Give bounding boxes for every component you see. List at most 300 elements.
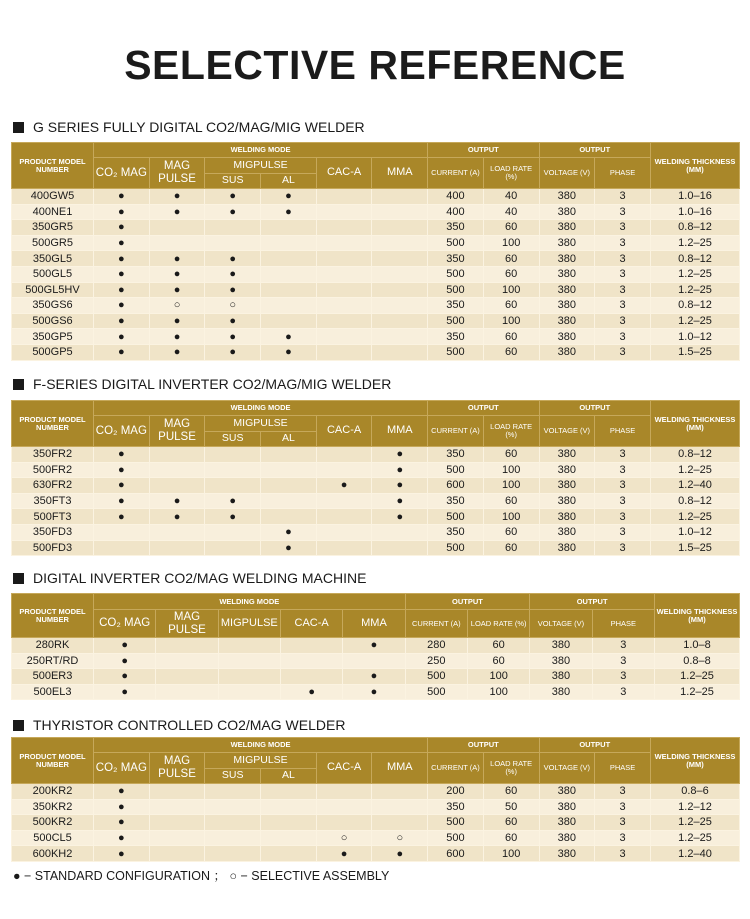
standard-dot-icon: ● [343,638,405,654]
current-cell: 500 [428,540,484,556]
current-cell: 500 [428,282,484,298]
mode-cell [149,540,205,556]
standard-dot-icon: ● [94,830,150,846]
load-rate-header: LOAD RATE (%) [483,416,539,447]
table-row [12,846,740,862]
model-cell: 350GR5 [12,220,94,236]
standard-dot-icon: ● [94,478,150,494]
standard-dot-icon: ● [261,204,317,220]
standard-dot-icon: ● [205,329,261,345]
phase-cell: 3 [592,684,654,700]
voltage-header: VOLTAGE (V) [539,158,595,189]
load-rate-cell: 60 [483,298,539,314]
section-heading-text: THYRISTOR CONTROLLED CO2/MAG WELDER [33,717,346,733]
phase-cell: 3 [595,313,651,329]
cac-a-header: CAC-A [316,416,372,447]
voltage-cell: 380 [539,478,595,494]
voltage-cell: 380 [539,189,595,205]
product-model-header: PRODUCT MODEL NUMBER [12,594,94,638]
standard-dot-icon: ● [205,266,261,282]
standard-dot-icon: ● [94,282,150,298]
thickness-cell: 1.2–40 [651,478,740,494]
header-row [12,738,740,753]
table-row [12,189,740,205]
mag-pulse-header: MAG PULSE [149,158,205,189]
standard-dot-icon: ● [94,462,150,478]
standard-dot-icon: ● [372,846,428,862]
voltage-cell: 380 [539,815,595,831]
standard-dot-icon: ● [94,298,150,314]
thickness-cell: 0.8–12 [651,298,740,314]
page-title: SELECTIVE REFERENCE [124,42,626,88]
table-row [12,344,740,360]
table-row [12,329,740,345]
thickness-cell: 0.8–12 [651,220,740,236]
mode-cell [372,524,428,540]
voltage-cell: 380 [539,235,595,251]
mode-cell [316,189,372,205]
standard-dot-icon: ● [94,638,156,654]
load-rate-cell: 60 [483,344,539,360]
mode-cell [94,524,150,540]
model-cell: 500CL5 [12,830,94,846]
mode-cell [261,784,317,800]
mode-cell [149,830,205,846]
standard-dot-icon: ● [372,447,428,463]
standard-dot-icon: ● [94,653,156,669]
sus-header: SUS [205,174,261,189]
current-cell: 350 [428,799,484,815]
mode-cell [372,799,428,815]
voltage-cell: 380 [530,638,592,654]
standard-dot-icon: ● [343,669,405,685]
mode-cell [261,478,317,494]
mma-header: MMA [343,610,405,638]
voltage-cell: 380 [539,493,595,509]
table-row [12,220,740,236]
mode-cell [261,282,317,298]
mode-cell [205,447,261,463]
output-header: OUTPUT [539,738,651,753]
standard-dot-icon: ● [94,493,150,509]
standard-dot-icon: ● [94,784,150,800]
current-cell: 500 [405,684,467,700]
mode-cell [372,220,428,236]
load-rate-cell: 60 [483,830,539,846]
thickness-cell: 1.2–12 [651,799,740,815]
load-rate-cell: 100 [483,509,539,525]
mode-cell [218,684,280,700]
standard-dot-icon: ● [94,266,150,282]
mode-cell [316,815,372,831]
standard-dot-icon: ● [149,189,205,205]
section-heading [13,717,345,733]
model-cell: 400GW5 [12,189,94,205]
thickness-cell: 1.2–25 [655,684,740,700]
thickness-cell: 1.2–25 [651,313,740,329]
standard-dot-icon: ● [343,684,405,700]
voltage-cell: 380 [539,509,595,525]
header-row [12,401,740,416]
mode-cell [205,462,261,478]
phase-cell: 3 [595,298,651,314]
load-rate-cell: 60 [483,784,539,800]
phase-cell: 3 [595,784,651,800]
phase-cell: 3 [595,344,651,360]
voltage-cell: 380 [539,524,595,540]
phase-cell: 3 [595,830,651,846]
mode-cell [156,638,218,654]
welding-thickness-header: WELDING THICKNESS (MM) [651,738,740,784]
current-cell: 500 [428,830,484,846]
voltage-header: VOLTAGE (V) [539,753,595,784]
selective-circle-icon: ○ [372,830,428,846]
load-rate-cell: 100 [467,669,529,685]
model-cell: 500FD3 [12,540,94,556]
voltage-cell: 380 [539,282,595,298]
phase-cell: 3 [595,493,651,509]
standard-dot-icon: ● [316,846,372,862]
mode-cell [316,220,372,236]
voltage-cell: 380 [539,830,595,846]
mode-cell [372,282,428,298]
thickness-cell: 0.8–12 [651,493,740,509]
phase-cell: 3 [595,204,651,220]
table-row [12,638,740,654]
table-row [12,509,740,525]
standard-dot-icon: ● [94,251,150,267]
mode-cell [261,235,317,251]
thickness-cell: 1.0–16 [651,189,740,205]
spec-table [11,737,740,862]
mode-cell [205,830,261,846]
phase-header: PHASE [595,753,651,784]
table-row [12,447,740,463]
model-cell: 400NE1 [12,204,94,220]
table-row [12,478,740,494]
standard-dot-icon: ● [149,493,205,509]
mode-cell [372,266,428,282]
current-cell: 500 [428,266,484,282]
mode-cell [205,540,261,556]
current-cell: 350 [428,447,484,463]
model-cell: 350FR2 [12,447,94,463]
section-heading-text: F-SERIES DIGITAL INVERTER CO2/MAG/MIG WELDER [33,376,392,392]
mag-pulse-header: MAG PULSE [149,416,205,447]
mma-header: MMA [372,753,428,784]
al-header: AL [261,769,317,784]
standard-dot-icon: ● [94,344,150,360]
mode-cell [149,784,205,800]
mode-cell [316,493,372,509]
current-cell: 500 [428,509,484,525]
mma-header: MMA [372,158,428,189]
mode-cell [280,669,342,685]
phase-cell: 3 [595,220,651,236]
mode-cell [316,204,372,220]
legend: ● − STANDARD CONFIGURATION ； ○ − SELECTIVE ASSEMBLY [13,869,390,883]
thickness-cell: 1.2–25 [655,669,740,685]
model-cell: 600KH2 [12,846,94,862]
standard-dot-icon: ● [205,251,261,267]
mode-cell [261,799,317,815]
mode-cell [261,509,317,525]
load-rate-cell: 100 [483,846,539,862]
phase-cell: 3 [595,540,651,556]
model-cell: 500FR2 [12,462,94,478]
standard-dot-icon: ● [205,344,261,360]
model-cell: 500GR5 [12,235,94,251]
sus-header: SUS [205,432,261,447]
cac-a-header: CAC-A [280,610,342,638]
mode-cell [372,815,428,831]
voltage-cell: 380 [539,540,595,556]
square-bullet-icon [13,573,24,584]
co2-mag-header: CO₂ MAG [94,158,150,189]
load-rate-cell: 100 [483,282,539,298]
standard-dot-icon: ● [94,220,150,236]
current-cell: 500 [428,462,484,478]
voltage-cell: 380 [539,251,595,267]
current-cell: 350 [428,329,484,345]
mode-cell [372,251,428,267]
mode-cell [316,298,372,314]
current-cell: 500 [428,815,484,831]
header-row [12,610,740,638]
standard-dot-icon: ● [94,447,150,463]
standard-dot-icon: ● [149,266,205,282]
phase-cell: 3 [592,653,654,669]
standard-dot-icon: ● [372,509,428,525]
welding-mode-header: WELDING MODE [94,143,428,158]
load-rate-cell: 40 [483,189,539,205]
standard-dot-icon: ● [94,846,150,862]
standard-dot-icon: ● [205,509,261,525]
voltage-cell: 380 [539,784,595,800]
mode-cell [149,478,205,494]
header-row [12,753,740,769]
mode-cell [205,815,261,831]
thickness-cell: 0.8–6 [651,784,740,800]
welding-mode-header: WELDING MODE [94,738,428,753]
product-model-header: PRODUCT MODEL NUMBER [12,401,94,447]
square-bullet-icon [13,122,24,133]
standard-dot-icon: ● [205,493,261,509]
current-cell: 500 [428,235,484,251]
cac-a-header: CAC-A [316,158,372,189]
model-cell: 280RK [12,638,94,654]
current-cell: 600 [428,478,484,494]
cac-a-header: CAC-A [316,753,372,784]
voltage-cell: 380 [539,220,595,236]
phase-cell: 3 [592,638,654,654]
table-row [12,784,740,800]
mig-pulse-header: MIGPULSE [205,416,316,432]
thickness-cell: 1.2–25 [651,235,740,251]
current-cell: 500 [428,344,484,360]
mode-cell [372,298,428,314]
standard-dot-icon: ● [94,509,150,525]
product-model-header: PRODUCT MODEL NUMBER [12,738,94,784]
model-cell: 500GL5 [12,266,94,282]
model-cell: 350GL5 [12,251,94,267]
header-row [12,143,740,158]
standard-dot-icon: ● [372,478,428,494]
output-header: OUTPUT [428,143,539,158]
mode-cell [316,447,372,463]
mode-cell [372,235,428,251]
load-rate-cell: 60 [483,329,539,345]
square-bullet-icon [13,720,24,731]
mode-cell [316,344,372,360]
phase-cell: 3 [595,846,651,862]
mag-pulse-header: MAG PULSE [156,610,218,638]
current-header: CURRENT (A) [428,158,484,189]
mode-cell [156,653,218,669]
table-row [12,204,740,220]
mig-pulse-header: MIGPULSE [218,610,280,638]
mode-cell [316,540,372,556]
mode-cell [316,524,372,540]
standard-dot-icon: ● [205,282,261,298]
output-header: OUTPUT [539,143,651,158]
welding-thickness-header: WELDING THICKNESS (MM) [651,401,740,447]
current-cell: 400 [428,204,484,220]
thickness-cell: 1.2–25 [651,462,740,478]
header-row [12,158,740,174]
current-cell: 600 [428,846,484,862]
standard-dot-icon: ● [149,282,205,298]
thickness-cell: 1.5–25 [651,540,740,556]
load-rate-cell: 60 [483,540,539,556]
mode-cell [261,266,317,282]
mode-cell [149,846,205,862]
table-row [12,524,740,540]
table-row [12,669,740,685]
table-row [12,493,740,509]
output-header: OUTPUT [530,594,655,610]
load-rate-cell: 50 [483,799,539,815]
current-cell: 350 [428,493,484,509]
voltage-header: VOLTAGE (V) [530,610,592,638]
load-rate-cell: 100 [483,313,539,329]
mag-pulse-header: MAG PULSE [149,753,205,784]
mode-cell [261,830,317,846]
mode-cell [316,784,372,800]
phase-header: PHASE [595,416,651,447]
model-cell: 350GS6 [12,298,94,314]
thickness-cell: 1.2–25 [651,815,740,831]
current-cell: 500 [405,669,467,685]
selective-circle-icon: ○ [316,830,372,846]
mode-cell [149,235,205,251]
al-header: AL [261,432,317,447]
load-rate-header: LOAD RATE (%) [483,753,539,784]
model-cell: 200KR2 [12,784,94,800]
current-cell: 350 [428,220,484,236]
mode-cell [261,313,317,329]
welding-thickness-header: WELDING THICKNESS (MM) [651,143,740,189]
standard-dot-icon: ● [149,251,205,267]
table-row [12,684,740,700]
standard-dot-icon: ● [149,313,205,329]
mode-cell [261,462,317,478]
mode-cell [156,669,218,685]
load-rate-cell: 60 [483,815,539,831]
standard-dot-icon: ● [205,313,261,329]
header-row [12,416,740,432]
spec-table [11,593,740,700]
current-cell: 350 [428,251,484,267]
phase-cell: 3 [595,266,651,282]
mode-cell [261,846,317,862]
mode-cell [316,313,372,329]
voltage-cell: 380 [539,344,595,360]
mode-cell [316,799,372,815]
standard-dot-icon: ● [94,189,150,205]
mode-cell [261,493,317,509]
load-rate-cell: 60 [483,524,539,540]
mode-cell [372,329,428,345]
load-rate-cell: 100 [483,235,539,251]
phase-header: PHASE [595,158,651,189]
standard-dot-icon: ● [94,684,156,700]
current-cell: 500 [428,313,484,329]
standard-dot-icon: ● [261,524,317,540]
welding-mode-header: WELDING MODE [94,401,428,416]
mode-cell [316,235,372,251]
mode-cell [205,478,261,494]
mode-cell [149,815,205,831]
thickness-cell: 1.5–25 [651,344,740,360]
mode-cell [149,447,205,463]
current-cell: 350 [428,298,484,314]
thickness-cell: 1.0–8 [655,638,740,654]
output-header: OUTPUT [428,738,539,753]
load-rate-cell: 60 [483,220,539,236]
standard-dot-icon: ● [316,478,372,494]
output-header: OUTPUT [539,401,651,416]
phase-cell: 3 [595,329,651,345]
mode-cell [280,638,342,654]
product-model-header: PRODUCT MODEL NUMBER [12,143,94,189]
mode-cell [316,266,372,282]
table-row [12,282,740,298]
phase-cell: 3 [595,799,651,815]
mode-cell [218,653,280,669]
output-header: OUTPUT [428,401,539,416]
mig-pulse-header: MIGPULSE [205,158,316,174]
phase-cell: 3 [595,251,651,267]
standard-dot-icon: ● [94,799,150,815]
mode-cell [343,653,405,669]
al-header: AL [261,174,317,189]
mode-cell [316,282,372,298]
model-cell: 500GP5 [12,344,94,360]
spec-table [11,400,740,556]
model-cell: 500GL5HV [12,282,94,298]
mode-cell [372,189,428,205]
phase-cell: 3 [595,447,651,463]
section-heading-text: DIGITAL INVERTER CO2/MAG WELDING MACHINE [33,570,367,586]
model-cell: 500ER3 [12,669,94,685]
section-heading-text: G SERIES FULLY DIGITAL CO2/MAG/MIG WELDER [33,119,365,135]
current-cell: 250 [405,653,467,669]
thickness-cell: 1.2–25 [651,830,740,846]
thickness-cell: 1.0–12 [651,329,740,345]
standard-dot-icon: ● [94,313,150,329]
mode-cell [261,447,317,463]
